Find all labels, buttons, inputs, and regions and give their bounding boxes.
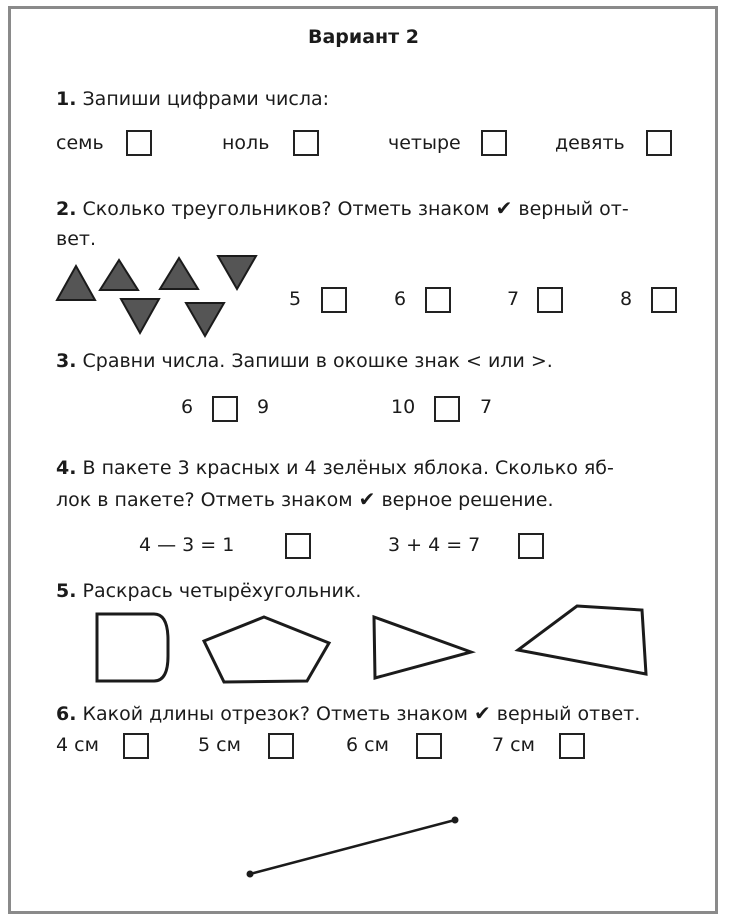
task1-word-1: семь xyxy=(56,132,104,154)
task6-option-3: 6 см xyxy=(346,734,389,756)
shapes-group xyxy=(97,606,646,682)
task3-number: 3. xyxy=(56,350,77,372)
task1-prompt: Запиши цифрами числа: xyxy=(82,88,330,110)
greater-than-sign: > xyxy=(530,350,547,372)
pentagon-shape xyxy=(204,617,329,682)
task4-prompt-line2a: лок в пакете? Отметь знаком xyxy=(56,489,353,511)
segment-endpoint-right xyxy=(452,817,459,824)
task6-answer-box-4[interactable] xyxy=(559,733,585,759)
task3-pair1-left: 6 xyxy=(181,396,194,418)
task4-prompt-line2b: верное решение. xyxy=(381,489,554,511)
task1-number: 1. xyxy=(56,88,77,110)
task6-prompt-b: верный ответ. xyxy=(496,703,641,725)
task6-option-2: 5 см xyxy=(198,734,241,756)
less-than-sign: < xyxy=(465,350,482,372)
triangle-shape xyxy=(374,617,471,678)
rounded-rect-shape xyxy=(97,614,168,681)
segment-group xyxy=(247,817,459,878)
triangle-up-2 xyxy=(100,260,138,290)
check-mark-icon: ✔ xyxy=(495,196,513,220)
task1-word-2: ноль xyxy=(222,132,270,154)
task2-option-1: 5 xyxy=(289,288,302,310)
task2-number: 2. xyxy=(56,198,77,220)
task2-answer-box-3[interactable] xyxy=(537,287,563,313)
triangle-down-1 xyxy=(121,299,159,333)
task2-answer-box-4[interactable] xyxy=(651,287,677,313)
task1-word-3: четыре xyxy=(388,132,461,154)
task6-prompt-a: Какой длины отрезок? Отметь знаком xyxy=(82,703,468,725)
task2-prompt-c: вет. xyxy=(56,228,96,250)
task6-answer-box-3[interactable] xyxy=(416,733,442,759)
task4-option-1: 4 — 3 = 1 xyxy=(139,534,235,556)
task4-number: 4. xyxy=(56,457,77,479)
task4-answer-box-2[interactable] xyxy=(518,533,544,559)
task3-answer-box-2[interactable] xyxy=(434,396,460,422)
measured-segment xyxy=(250,820,455,874)
task1-word-4: девять xyxy=(555,132,625,154)
task6-heading xyxy=(56,701,640,725)
task3-pair2-left: 10 xyxy=(391,396,416,418)
worksheet-title: Вариант 2 xyxy=(308,26,420,48)
quadrilateral-shape xyxy=(518,606,646,674)
task2-answer-box-1[interactable] xyxy=(321,287,347,313)
task6-option-1: 4 см xyxy=(56,734,99,756)
task3-or: или xyxy=(487,350,525,372)
task4-prompt-line2 xyxy=(56,487,554,511)
triangles-group xyxy=(57,256,256,336)
check-mark-icon: ✔ xyxy=(358,487,376,511)
task3-pair2-right: 7 xyxy=(480,396,493,418)
task2-answer-box-2[interactable] xyxy=(425,287,451,313)
task5-heading xyxy=(56,580,361,602)
task4-option-2: 3 + 4 = 7 xyxy=(388,534,481,556)
task6-option-4: 7 см xyxy=(492,734,535,756)
triangle-up-1 xyxy=(57,266,95,300)
task2-option-3: 7 xyxy=(507,288,520,310)
task3-heading xyxy=(56,350,553,372)
task6-answer-box-2[interactable] xyxy=(268,733,294,759)
task2-prompt-b: верный от- xyxy=(518,198,629,220)
triangle-down-2 xyxy=(218,256,256,289)
task4-prompt-line1: В пакете 3 красных и 4 зелёных яблока. Сколько яб- xyxy=(82,457,614,479)
task4-heading xyxy=(56,457,614,479)
task2-option-2: 6 xyxy=(394,288,407,310)
task2-option-4: 8 xyxy=(620,288,633,310)
check-mark-icon: ✔ xyxy=(473,701,491,725)
task5-prompt: Раскрась четырёхугольник. xyxy=(82,580,362,602)
task4-answer-box-1[interactable] xyxy=(285,533,311,559)
task3-pair1-right: 9 xyxy=(257,396,270,418)
task3-prompt: Сравни числа. Запиши в окошке знак xyxy=(82,350,460,372)
task2-prompt-a: Сколько треугольников? Отметь знаком xyxy=(82,198,490,220)
task6-answer-box-1[interactable] xyxy=(123,733,149,759)
triangle-up-3 xyxy=(160,258,198,289)
segment-endpoint-left xyxy=(247,871,254,878)
task6-number: 6. xyxy=(56,703,77,725)
triangle-down-3 xyxy=(186,303,224,336)
task3-dot: . xyxy=(546,350,553,372)
task3-answer-box-1[interactable] xyxy=(212,396,238,422)
task5-number: 5. xyxy=(56,580,77,602)
